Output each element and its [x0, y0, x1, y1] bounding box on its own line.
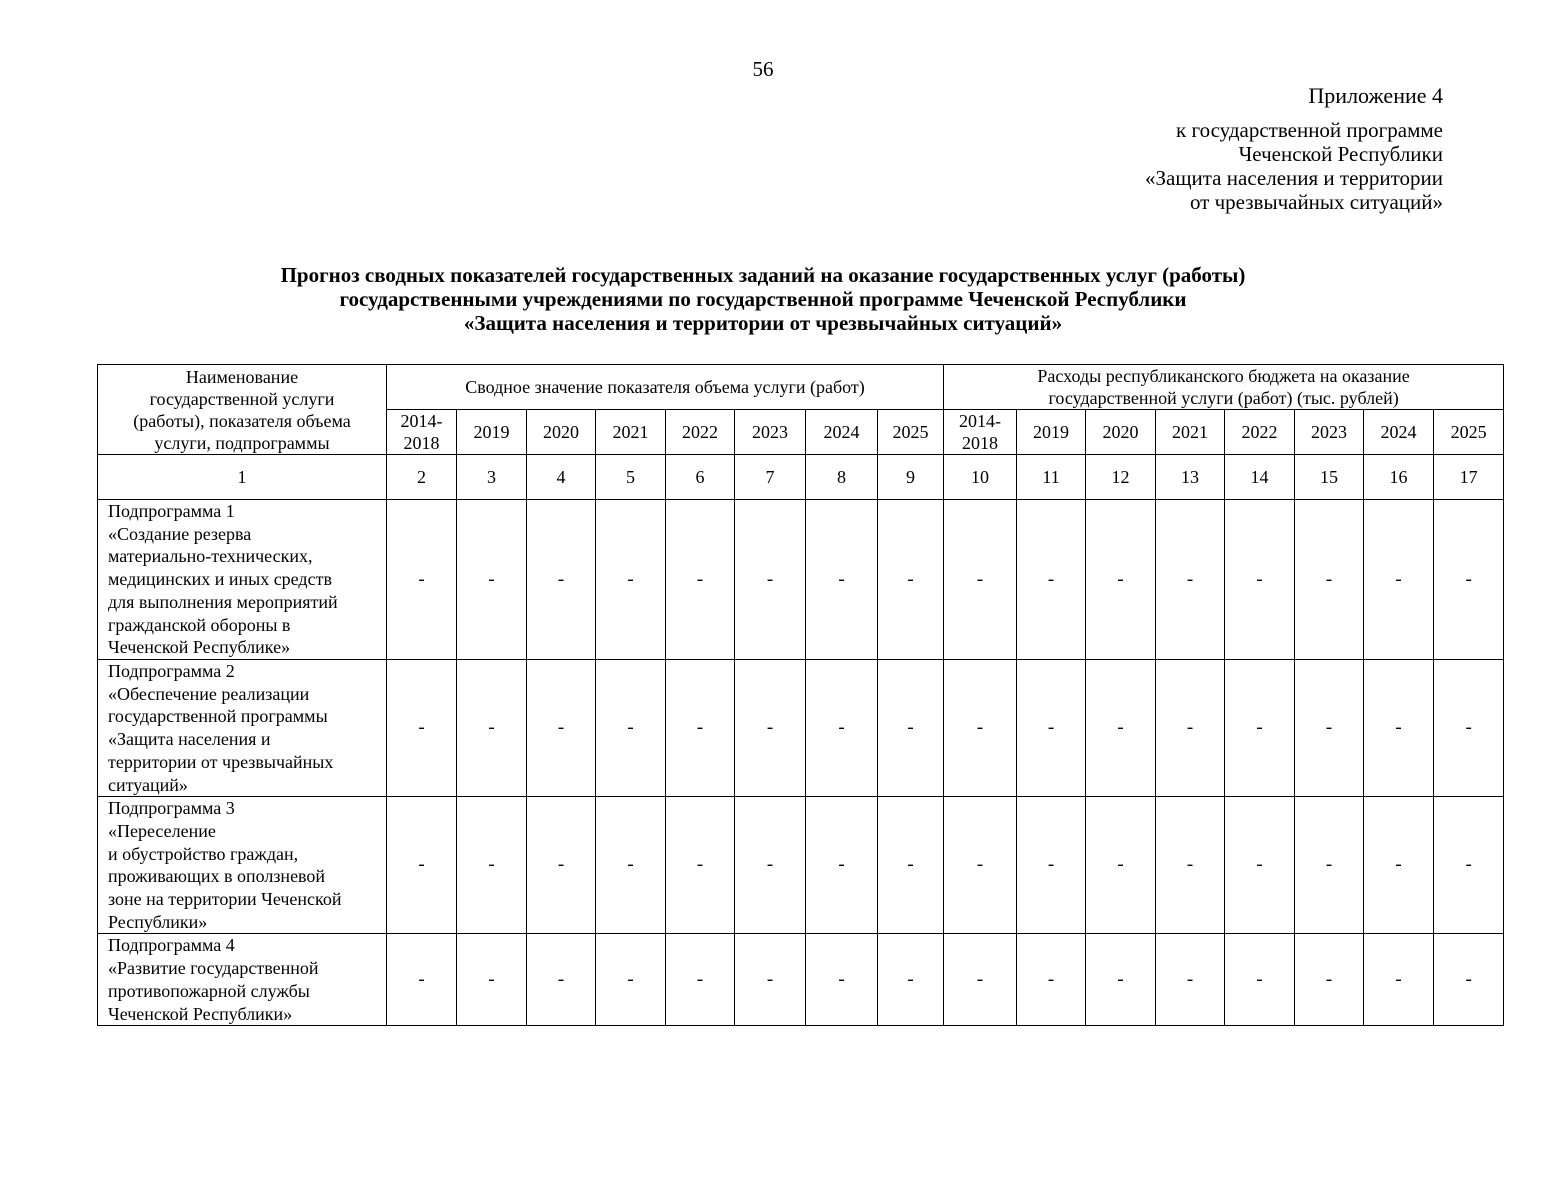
value-cell: - [666, 500, 735, 660]
value-cell: - [878, 660, 944, 797]
year-header-cell [1434, 410, 1504, 455]
value-cell: - [878, 797, 944, 934]
subprogram-name-line: Республики» [108, 911, 208, 932]
table-row [98, 934, 1504, 1026]
value-cell: - [806, 934, 878, 1026]
value-cell: - [1156, 500, 1225, 660]
year-header-line: 2014- [400, 411, 443, 431]
subprogram-name-cell [98, 500, 387, 660]
value-cell: - [1156, 660, 1225, 797]
subprogram-name-line: для выполнения мероприятий [108, 591, 338, 612]
value-cell: - [1364, 797, 1434, 934]
subprogram-name-line: государственной программы [108, 706, 328, 727]
value-cell: - [1295, 797, 1364, 934]
subprogram-name-line: Подпрограмма 4 [108, 935, 235, 956]
subprogram-name-line: ситуаций» [108, 774, 188, 795]
value-cell: - [1295, 660, 1364, 797]
column-number-cell: 3 [457, 455, 527, 500]
subprogram-name-line: Подпрограмма 2 [108, 661, 235, 681]
budget-expenses-header [944, 365, 1504, 410]
year-header-line: 2025 [1450, 422, 1487, 442]
year-header-line: 2025 [892, 422, 929, 442]
appendix-title: Приложение 4 [1308, 83, 1443, 108]
subprogram-name-line: Чеченской Республике» [108, 637, 291, 658]
year-header-line: 2018 [403, 433, 440, 453]
subprogram-name-line: «Переселение [108, 820, 216, 841]
column-number-cell: 1 [98, 455, 387, 500]
value-cell: - [387, 934, 457, 1026]
column-number-cell: 14 [1225, 455, 1295, 500]
value-cell: - [944, 660, 1017, 797]
column-number-cell: 16 [1364, 455, 1434, 500]
year-header-cell [1086, 410, 1156, 455]
header-line: государственной услуги [149, 388, 335, 409]
value-cell: - [878, 500, 944, 660]
value-cell: - [1364, 934, 1434, 1026]
year-header-cell [527, 410, 596, 455]
value-cell: - [596, 934, 666, 1026]
year-header-line: 2024 [1380, 422, 1417, 442]
subprogram-name-line: Чеченской Республики» [108, 1003, 293, 1024]
year-header-cell [735, 410, 806, 455]
value-cell: - [1017, 797, 1086, 934]
value-cell: - [1017, 660, 1086, 797]
year-header-cell [1295, 410, 1364, 455]
value-cell: - [1156, 797, 1225, 934]
value-cell: - [735, 934, 806, 1026]
value-cell: - [1364, 500, 1434, 660]
value-cell: - [1434, 934, 1504, 1026]
column-number-cell: 9 [878, 455, 944, 500]
value-cell: - [878, 934, 944, 1026]
year-header-line: 2024 [823, 422, 860, 442]
header-line: Наименование [185, 366, 299, 387]
value-cell: - [596, 660, 666, 797]
column-number-cell: 17 [1434, 455, 1504, 500]
subprogram-name-line: «Защита населения и [108, 729, 271, 750]
value-cell: - [1225, 660, 1295, 797]
column-number-cell: 6 [666, 455, 735, 500]
year-header-line: 2014- [959, 411, 1002, 431]
subprogram-name-line: «Развитие государственной [108, 958, 319, 979]
value-cell: - [596, 500, 666, 660]
value-cell: - [944, 500, 1017, 660]
value-cell: - [1156, 934, 1225, 1026]
subprogram-name-line: медицинских и иных средств [108, 569, 332, 590]
value-cell: - [1295, 500, 1364, 660]
subprogram-name-cell [98, 934, 387, 1026]
value-cell: - [527, 797, 596, 934]
table-row [98, 660, 1504, 797]
year-header-cell [1225, 410, 1295, 455]
value-cell: - [1017, 934, 1086, 1026]
value-cell: - [457, 660, 527, 797]
value-cell: - [1225, 797, 1295, 934]
value-cell: - [806, 797, 878, 934]
year-header-line: 2022 [1241, 422, 1278, 442]
value-cell: - [1086, 934, 1156, 1026]
year-header-line: 2021 [612, 422, 649, 442]
value-cell: - [806, 500, 878, 660]
appendix-reference-line: к государственной программе [1176, 118, 1443, 142]
value-cell: - [1434, 500, 1504, 660]
column-number-cell: 2 [387, 455, 457, 500]
subprogram-name-line: гражданской обороны в [108, 614, 291, 635]
year-header-line: 2022 [682, 422, 718, 442]
subprogram-name-cell [98, 797, 387, 934]
table-row [98, 500, 1504, 660]
column-number-cell: 15 [1295, 455, 1364, 500]
value-cell: - [527, 500, 596, 660]
year-header-cell [387, 410, 457, 455]
appendix-reference-line: от чрезвычайных ситуаций» [1189, 190, 1443, 214]
value-cell: - [1434, 797, 1504, 934]
value-cell: - [1225, 500, 1295, 660]
header-line: (работы), показателя объема [133, 410, 351, 431]
value-cell: - [387, 797, 457, 934]
subprogram-name-line: Подпрограмма 3 [108, 798, 235, 819]
value-cell: - [1086, 660, 1156, 797]
subprogram-name-line: «Обеспечение реализации [108, 683, 310, 704]
subprogram-name-line: Подпрограмма 1 [108, 501, 235, 521]
value-cell: - [1364, 660, 1434, 797]
column-number-cell: 10 [944, 455, 1017, 500]
year-header-line: 2020 [1102, 422, 1139, 442]
value-cell: - [1086, 500, 1156, 660]
table-row [98, 797, 1504, 934]
column-number-cell: 12 [1086, 455, 1156, 500]
value-cell: - [457, 934, 527, 1026]
name-column-header [98, 365, 387, 455]
subprogram-name-line: территории от чрезвычайных [108, 751, 334, 772]
value-cell: - [387, 660, 457, 797]
year-header-cell [1017, 410, 1086, 455]
value-cell: - [457, 797, 527, 934]
subprogram-name-line: «Создание резерва [108, 523, 252, 544]
year-header-cell [596, 410, 666, 455]
value-cell: - [1017, 500, 1086, 660]
value-cell: - [735, 660, 806, 797]
year-header-line: 2018 [962, 433, 999, 453]
subprogram-name-line: материально-технических, [108, 546, 313, 567]
value-cell: - [1295, 934, 1364, 1026]
year-header-cell [457, 410, 527, 455]
value-cell: - [1086, 797, 1156, 934]
year-header-line: 2019 [1033, 422, 1070, 442]
value-cell: - [527, 934, 596, 1026]
year-header-cell [944, 410, 1017, 455]
document-title-line: «Защита населения и территории от чрезвычайных ситуаций» [463, 311, 1063, 335]
column-number-cell: 8 [806, 455, 878, 500]
year-header-line: 2020 [543, 422, 579, 442]
year-header-cell [1364, 410, 1434, 455]
year-header-cell [1156, 410, 1225, 455]
header-line: услуги, подпрограммы [154, 432, 330, 453]
subprogram-name-line: проживающих в оползневой [108, 866, 326, 887]
value-cell: - [1434, 660, 1504, 797]
column-number-cell: 4 [527, 455, 596, 500]
value-cell: - [666, 660, 735, 797]
value-cell: - [735, 500, 806, 660]
value-cell: - [527, 660, 596, 797]
subprogram-name-line: и обустройство граждан, [108, 843, 299, 864]
year-header-line: 2023 [752, 422, 788, 442]
appendix-reference [1145, 118, 1443, 214]
subprogram-name-line: противопожарной службы [108, 980, 310, 1001]
document-title-line: государственными учреждениями по государственной программе Чеченской Республики [339, 287, 1187, 311]
appendix-reference-line: «Защита населения и территории [1145, 166, 1443, 190]
year-header-line: 2023 [1311, 422, 1348, 442]
document-title [0, 263, 1526, 335]
value-cell: - [457, 500, 527, 660]
page-number: 56 [752, 57, 774, 81]
column-number-cell: 11 [1017, 455, 1086, 500]
year-header-line: 2019 [473, 422, 510, 442]
value-cell: - [666, 934, 735, 1026]
value-cell: - [944, 934, 1017, 1026]
subprogram-name-cell [98, 660, 387, 797]
value-cell: - [666, 797, 735, 934]
appendix-reference-line: Чеченской Республики [1238, 142, 1443, 166]
header-line: Расходы республиканского бюджета на оказание [1037, 366, 1410, 386]
value-cell: - [735, 797, 806, 934]
volume-indicator-header: Сводное значение показателя объема услуги (работ) [387, 365, 944, 410]
value-cell: - [1225, 934, 1295, 1026]
subprogram-name-line: зоне на территории Чеченской [108, 889, 342, 910]
year-header-line: 2021 [1172, 422, 1209, 442]
document-title-line: Прогноз сводных показателей государственных заданий на оказание государственных услуг (работы) [280, 263, 1246, 287]
year-header-cell [878, 410, 944, 455]
year-header-cell [666, 410, 735, 455]
value-cell: - [944, 797, 1017, 934]
value-cell: - [806, 660, 878, 797]
forecast-table [97, 364, 1504, 1026]
column-number-cell: 7 [735, 455, 806, 500]
column-number-cell: 5 [596, 455, 666, 500]
value-cell: - [387, 500, 457, 660]
column-number-cell: 13 [1156, 455, 1225, 500]
header-line: государственной услуги (работ) (тыс. рублей) [1048, 388, 1399, 408]
year-header-cell [806, 410, 878, 455]
value-cell: - [596, 797, 666, 934]
